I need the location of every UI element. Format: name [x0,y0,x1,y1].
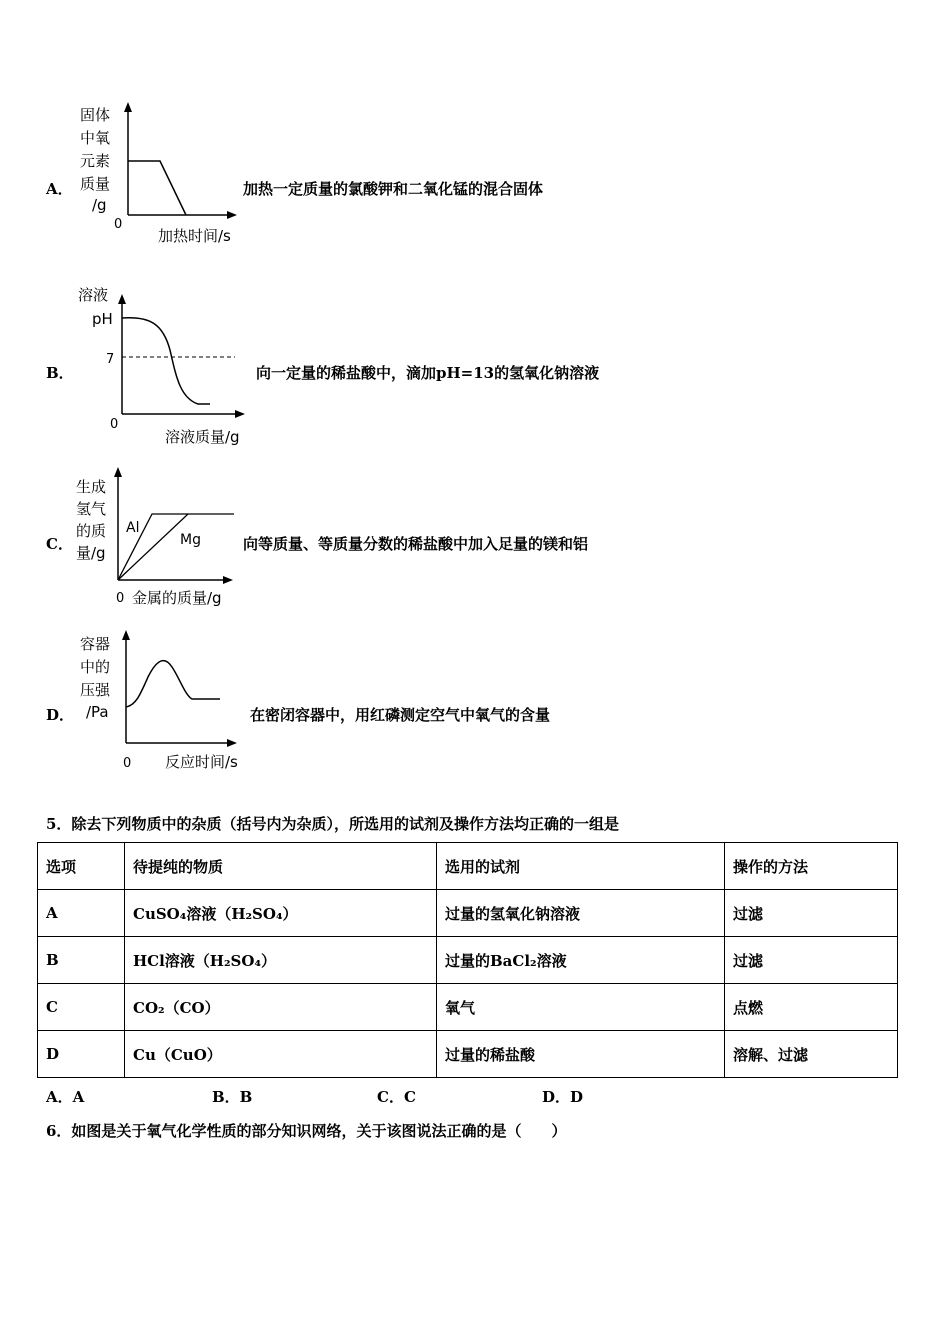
graph-d-ylabel-2: 中的 [80,658,111,676]
graph-b-x-arrow [235,410,245,418]
graph-d [70,625,260,775]
graph-d-y-arrow [122,630,130,640]
cell-method: 溶解、过滤 [725,1031,898,1078]
graph-a-xlabel: 加热时间/s [158,227,231,245]
cell-substance: CO₂（CO） [125,984,437,1031]
graph-a-ylabel-3: 元素 [80,152,111,170]
answer-choice-a[interactable]: A．A [46,1088,85,1106]
q5-table [37,842,898,1078]
graph-b-ylabel-2: pH [92,310,113,328]
cell-option: D [38,1031,125,1078]
graph-a-ylabel-5: /g [92,196,107,214]
graph-a-ylabel-1: 固体 [80,106,111,124]
cell-reagent: 过量的氢氧化钠溶液 [437,890,725,937]
graph-c-ylabel-3: 的质 [76,522,107,540]
cell-method: 过滤 [725,937,898,984]
cell-method: 点燃 [725,984,898,1031]
graph-b [70,280,270,450]
graph-c-x-arrow [223,576,233,584]
cell-method: 过滤 [725,890,898,937]
header-reagent: 选用的试剂 [437,843,725,890]
option-d-letter: D． [46,706,75,724]
graph-b-xlabel: 溶液质量/g [165,428,240,446]
cell-option: B [38,937,125,984]
header-option: 选项 [38,843,125,890]
graph-c-xlabel: 金属的质量/g [132,589,222,607]
graph-a-ylabel-4: 质量 [80,175,111,193]
table-row [38,1031,898,1078]
table-row [38,890,898,937]
header-substance: 待提纯的物质 [125,843,437,890]
graph-c-al-label: Al [126,520,140,536]
graph-d-ylabel-1: 容器 [80,635,111,653]
graph-b-origin: 0 [110,417,119,432]
cell-option: A [38,890,125,937]
graph-c-ylabel-1: 生成 [76,478,107,496]
graph-d-x-arrow [227,739,237,747]
header-method: 操作的方法 [725,843,898,890]
answer-choice-d[interactable]: D．D [542,1088,584,1106]
cell-reagent: 过量的BaCl₂溶液 [437,937,725,984]
q5-question: 5．除去下列物质中的杂质（括号内为杂质），所选用的试剂及操作方法均正确的一组是 [46,815,619,833]
table-row [38,937,898,984]
option-a-letter: A． [46,180,73,198]
graph-c [70,462,260,612]
graph-a-y-arrow [124,102,132,112]
graph-b-ylabel-1: 溶液 [78,286,109,304]
cell-substance: HCl溶液（H₂SO₄） [125,937,437,984]
graph-d-ylabel-3: 压强 [80,681,111,699]
answer-choice-c[interactable]: C．C [377,1088,416,1106]
graph-a-x-arrow [227,211,237,219]
graph-a-curve [128,161,186,215]
option-c-description: 向等质量、等质量分数的稀盐酸中加入足量的镁和铝 [243,535,589,553]
graph-a-ylabel-2: 中氧 [80,129,111,147]
graph-c-mg-label: Mg [180,532,201,548]
graph-b-curve [122,318,210,404]
cell-substance: CuSO₄溶液（H₂SO₄） [125,890,437,937]
option-d-description: 在密闭容器中，用红磷测定空气中氧气的含量 [250,706,551,724]
table-row [38,984,898,1031]
graph-b-y-arrow [118,294,126,304]
cell-option: C [38,984,125,1031]
graph-d-ylabel-4: /Pa [86,703,109,721]
option-a-description: 加热一定质量的氯酸钾和二氧化锰的混合固体 [243,180,544,198]
graph-b-y-tick-7: 7 [106,352,115,367]
graph-c-origin: 0 [116,591,125,606]
graph-c-ylabel-2: 氢气 [76,500,107,518]
answer-choice-b[interactable]: B．B [212,1088,253,1106]
graph-a [70,100,260,250]
cell-reagent: 氧气 [437,984,725,1031]
graph-a-origin: 0 [114,217,123,232]
graph-d-curve [126,661,220,707]
cell-substance: Cu（CuO） [125,1031,437,1078]
graph-d-xlabel: 反应时间/s [165,753,238,771]
option-b-letter: B． [46,364,74,382]
q6-question: 6．如图是关于氧气化学性质的部分知识网络，关于该图说法正确的是（ ） [46,1122,567,1140]
graph-c-ylabel-4: 量/g [76,544,106,562]
graph-c-y-arrow [114,467,122,477]
table-header-row [38,843,898,890]
cell-reagent: 过量的稀盐酸 [437,1031,725,1078]
option-c-letter: C． [46,535,73,553]
graph-d-origin: 0 [123,756,132,771]
option-b-description: 向一定量的稀盐酸中，滴加pH=13的氢氧化钠溶液 [256,364,600,382]
